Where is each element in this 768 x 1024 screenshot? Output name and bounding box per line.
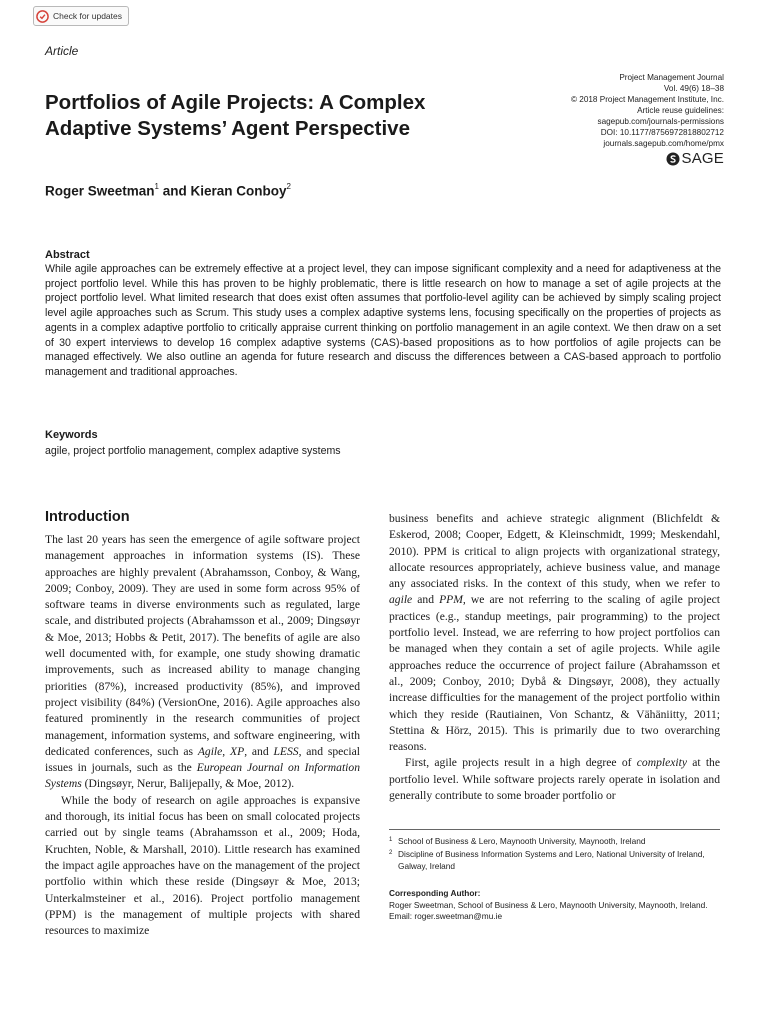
author-2-affiliation: 2 [286, 182, 291, 191]
doi-link[interactable]: DOI: 10.1177/8756972818802712 [600, 128, 724, 137]
conference-name: LESS [273, 744, 299, 758]
article-type-label: Article [45, 44, 79, 58]
author-conjunction: and [158, 183, 191, 199]
paragraph-text: at the portfolio level. While software projects rarely operate in isolation and generally contribute to some broader portfolio or [389, 756, 721, 803]
intro-paragraph-2-continued [389, 511, 720, 755]
author-2: Kieran Conboy [190, 183, 287, 199]
paragraph-text: business benefits and achieve strategic alignment (Blichfeldt & Eskerod, 2008; Cooper, Edgett, & Kleinschmidt, 1999; Meskendahl, 2010). PPM is critical to align projects with organizational strategy, allocate resources appropriately, achieve business value, and manage any associated risks. In the context of this study, when we refer to [389, 512, 720, 591]
reuse-guidelines-link[interactable]: sagepub.com/journals-permissions [597, 117, 724, 126]
conference-name: Agile [197, 744, 223, 758]
intro-paragraph-2: While the body of research on agile approaches is expansive and thorough, its initial focus has been on small colocated projects carried out by single teams (Abrahamsson et al., 2009; Hoda, Kruchten, Noble, & Marshall, 2010). Little research has examined the impact agile approaches have on the management of the project portfolio within which these reside (Dingsøyr & Moe, 2013; Unterkalmsteiner et al., 2016). Project portfolio management (PPM) is the management of multiple projects with shared resources to maximize [45, 793, 360, 938]
footnote-marker: 2 [389, 850, 393, 857]
author-1: Roger Sweetman [45, 183, 155, 199]
body-column-right [389, 511, 720, 804]
footnote-1 [389, 836, 720, 847]
footnote-2 [389, 849, 720, 872]
conference-name: XP [230, 744, 245, 758]
paragraph-text: we are not referring to the scaling of agile project practices (e.g., standup meetings, pair programming) to the project portfolio level. Instead, we are referring to how project portfolios can be managed when they contain a set of agile projects. While agile approaches reduce the occurrence of project failure (Abrahamsson et al., 2009; Conboy, 2010; Dybå & Dingsøyr, 2008), they actually increase difficulties for the management of the project portfolio within which they reside (Rautiainen, Von Schantz, & Vähäniitty, 2011; Stettina & Hörz, 2015). This is primarily due to two overarching reasons. [389, 593, 720, 754]
paragraph-text: (Dingsøyr, Nerur, Balijepally, & Moe, 2012). [81, 777, 295, 791]
reuse-guidelines-label: Article reuse guidelines: [637, 106, 724, 115]
journal-home-link[interactable]: journals.sagepub.com/home/pmx [603, 139, 724, 148]
journal-volume: Vol. 49(6) 18–38 [663, 84, 724, 93]
keywords-list: agile, project portfolio management, complex adaptive systems [45, 445, 341, 457]
abstract-heading: Abstract [45, 249, 90, 261]
footnote-divider [389, 829, 720, 830]
keywords-heading: Keywords [45, 429, 98, 441]
paragraph-text: , and special issues in journals, such as the [45, 744, 361, 775]
abstract-body: While agile approaches can be extremely effective at a project level, they can impose significant complexity and a need for adaptiveness at the project portfolio level. While this has proven to be highly problematic, there is little research on how to manage a set of agile projects at the project portfolio level. What limited research that does exist often assumes that portfolio-level agility can be achieved by simply scaling project level agile approaches such as Scrum. This study uses a complex adaptive systems lens, focusing specifically on the properties of projects as agents in a complex adaptive portfolio to critically appraise current thinking on portfolio management in an agile context. We then draw on a set of 30 expert interviews to develop 16 complex adaptive systems (CAS)-based propositions as to how portfolios of agile projects can be managed effectively. We also outline an agenda for future research and discuss the differences between a CAS-based approach to portfolio management and traditional approaches. [45, 263, 721, 378]
author-1-affiliation: 1 [154, 182, 159, 191]
corresponding-author-heading: Corresponding Author: [389, 888, 481, 898]
check-for-updates-button[interactable] [33, 6, 129, 26]
emphasized-term: complexity [636, 756, 687, 770]
paragraph-text: The last 20 years has seen the emergence of agile software project management approaches in information systems (IS). These approaches are highly prevalent (Abrahamsson, Conboy, & Wang, 2009; Conboy, 2009). They are used in some form across 95% of software teams in diverse environments such as regulated, large scale, and distributed projects (Abrahamsson et al., 2009; Dingsøyr & Moe, 2013; Hobbs & Petit, 2017). The benefits of agile are also well documented with, for example, one study showing dramatic improvements, such as increased ability to manage changing priorities (87%), increased productivity (85%), and improved project visibility (84%) (VersionOne, 2016). Agile approaches also featured prominently in the research communities of project management, information systems, and software engineering, with dedicated conferences, such as [45, 533, 360, 758]
publisher-name: SAGE [681, 150, 724, 167]
corresponding-author-email[interactable]: Email: roger.sweetman@mu.ie [389, 911, 503, 922]
publisher-logo [666, 150, 724, 167]
paper-title: Portfolios of Agile Projects: A Complex Adaptive Systems’ Agent Perspective [45, 91, 426, 140]
journal-name: Project Management Journal [619, 73, 724, 82]
author-list [45, 183, 291, 199]
paragraph-text: and [412, 593, 440, 607]
paragraph-text: , and [244, 744, 274, 758]
journal-copyright: © 2018 Project Management Institute, Inc. [570, 95, 724, 104]
corresponding-author-address: Roger Sweetman, School of Business & Lero, Maynooth University, Maynooth, Ireland. [389, 900, 708, 910]
emphasized-term: agile [389, 593, 413, 607]
emphasized-term: PPM, [439, 593, 466, 607]
affiliation-footnotes [389, 836, 720, 874]
intro-paragraph-3 [389, 755, 720, 804]
intro-paragraph-1 [45, 532, 360, 793]
paragraph-text: , [222, 744, 231, 758]
check-for-updates-label: Check for updates [53, 11, 122, 21]
sage-s-icon [666, 152, 680, 166]
body-column-left [45, 532, 360, 939]
footnote-text: School of Business & Lero, Maynooth University, Maynooth, Ireland [398, 836, 646, 846]
introduction-heading: Introduction [45, 509, 130, 525]
corresponding-author-details [389, 900, 720, 923]
footnote-marker: 1 [389, 837, 393, 843]
journal-metadata [571, 72, 724, 149]
check-updates-icon [36, 10, 49, 23]
journal-title: European Journal on Information Systems [45, 761, 360, 791]
paragraph-text: First, agile projects result in a high degree of [405, 756, 637, 770]
footnote-text: Discipline of Business Information Systems and Lero, National University of Ireland, Galway, Ireland [398, 849, 705, 871]
